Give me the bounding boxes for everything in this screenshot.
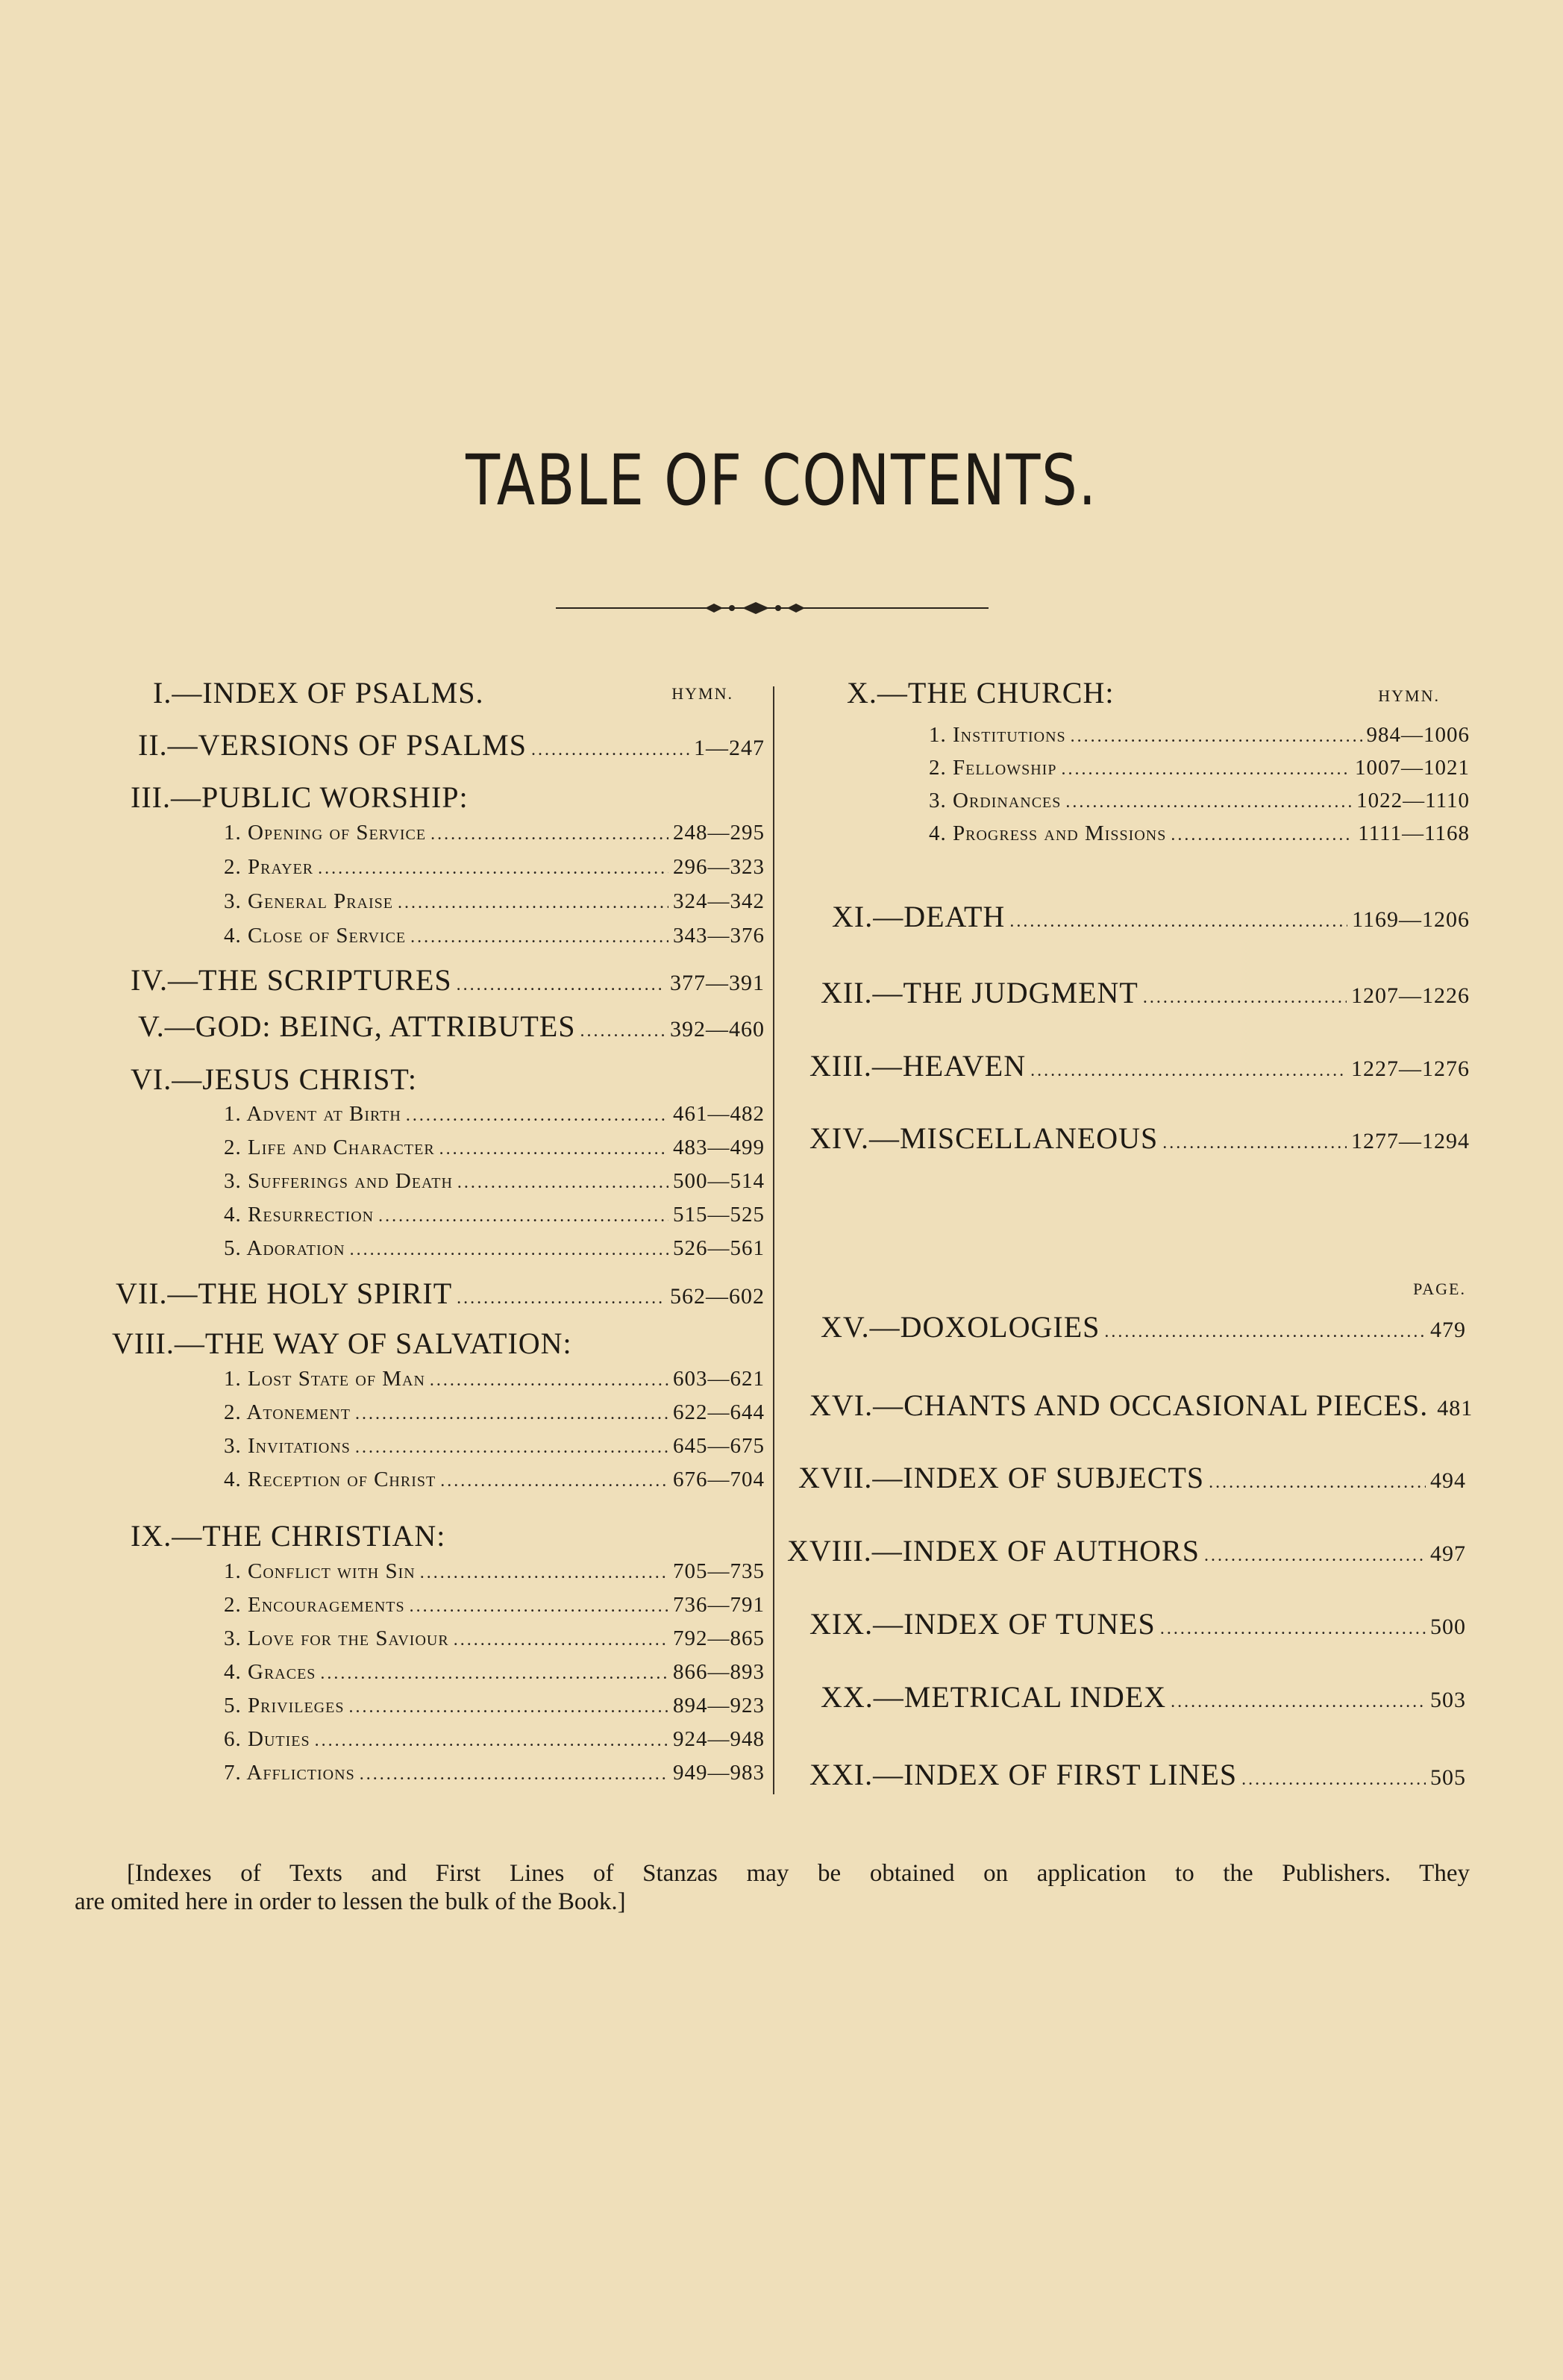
leader-dots <box>454 1630 668 1650</box>
hymn-range: 483—499 <box>673 1136 765 1159</box>
ornament-divider-icon <box>556 597 989 619</box>
hymn-range: 1022—1110 <box>1356 789 1470 812</box>
section-label: XI.—DEATH <box>832 900 1006 933</box>
section-label: XXI.—INDEX OF FIRST LINES <box>809 1758 1238 1791</box>
hymn-range: 1—247 <box>694 736 765 760</box>
hymn-column-header: HYMN. <box>671 684 733 703</box>
leader-dots <box>406 1106 668 1126</box>
leader-dots <box>410 927 668 948</box>
leader-dots <box>378 1206 668 1227</box>
hymn-range: 526—561 <box>673 1236 765 1260</box>
section-the-christian <box>131 1518 445 1553</box>
hymn-range: 924—948 <box>673 1727 765 1751</box>
page-title: TABLE OF CONTENTS. <box>466 440 1097 522</box>
section-label: XIV.—MISCELLANEOUS <box>809 1121 1159 1155</box>
item-label: 1. Advent at Birth <box>224 1102 401 1126</box>
item-label: 2. Fellowship <box>929 756 1057 780</box>
leader-dots <box>1204 1546 1426 1566</box>
hymn-range: 248—295 <box>673 821 765 845</box>
section-jesus-christ <box>131 1062 417 1097</box>
leader-dots <box>1171 825 1353 845</box>
section-the-church <box>847 675 1114 710</box>
item-label: 4. Reception of Christ <box>224 1468 436 1491</box>
section-index-of-subjects <box>798 1460 1466 1495</box>
column-divider <box>773 686 774 1794</box>
item-label: 2. Prayer <box>224 855 314 879</box>
leader-dots <box>1143 988 1347 1008</box>
page-number: 497 <box>1430 1541 1466 1566</box>
item-label: 3. Ordinances <box>929 789 1062 812</box>
leader-dots <box>457 1288 665 1309</box>
section-metrical-index <box>821 1679 1466 1714</box>
item-label: 1. Institutions <box>929 723 1066 747</box>
hymn-range: 949—983 <box>673 1761 765 1785</box>
leader-dots <box>1061 760 1350 780</box>
leader-dots <box>580 1021 665 1042</box>
section-label: XVII.—INDEX OF SUBJECTS <box>798 1461 1205 1494</box>
item-label: 4. Resurrection <box>224 1203 375 1227</box>
leader-dots <box>439 1139 668 1159</box>
section-index-of-authors <box>787 1533 1466 1568</box>
hymn-range: 392—460 <box>670 1017 765 1042</box>
leader-dots <box>1009 912 1347 932</box>
list-item <box>224 1761 765 1785</box>
page-number: 481 <box>1437 1396 1473 1421</box>
hymn-range: 603—621 <box>673 1367 765 1391</box>
section-label: XX.—METRICAL INDEX <box>821 1680 1167 1714</box>
page-number: 505 <box>1430 1765 1466 1790</box>
hymn-range: 461—482 <box>673 1102 765 1126</box>
page-number: 500 <box>1430 1615 1466 1639</box>
leader-dots <box>348 1697 668 1717</box>
section-heaven <box>809 1048 1470 1083</box>
list-item <box>224 1468 765 1492</box>
item-label: 3. Invitations <box>224 1434 351 1458</box>
section-way-of-salvation <box>112 1326 572 1361</box>
section-label: X.—THE CHURCH: <box>847 676 1115 710</box>
section-label: XVI.—CHANTS AND OCCASIONAL PIECES. <box>809 1388 1429 1422</box>
leader-dots <box>1071 727 1362 747</box>
section-label: I.—INDEX OF PSALMS. <box>153 676 484 710</box>
section-label: XVIII.—INDEX OF AUTHORS <box>787 1534 1200 1568</box>
leader-dots <box>355 1404 668 1424</box>
list-item <box>929 723 1470 748</box>
item-label: 6. Duties <box>224 1727 310 1751</box>
leader-dots <box>315 1731 668 1751</box>
leader-dots <box>355 1438 668 1458</box>
hymn-range: 1207—1226 <box>1351 983 1470 1008</box>
hymn-column-header: HYMN. <box>1378 686 1440 705</box>
section-label: XIX.—INDEX OF TUNES <box>809 1607 1156 1641</box>
footnote-line: are omited here in order to lessen the bulk of the Book.] <box>75 1888 626 1915</box>
section-label: V.—GOD: BEING, ATTRIBUTES <box>138 1009 576 1043</box>
leader-dots <box>1241 1770 1426 1790</box>
item-label: 1. Conflict with Sin <box>224 1559 416 1583</box>
section-doxologies <box>821 1309 1466 1344</box>
item-label: 3. Love for the Saviour <box>224 1626 449 1650</box>
hymn-range: 296—323 <box>673 855 765 879</box>
item-label: 2. Atonement <box>224 1400 351 1424</box>
leader-dots <box>1065 792 1352 812</box>
list-item <box>224 924 765 948</box>
list-item <box>224 821 765 845</box>
hymn-range: 324—342 <box>673 889 765 913</box>
section-label: VI.—JESUS CHRIST: <box>131 1062 417 1096</box>
hymn-range: 343—376 <box>673 924 765 948</box>
item-label: 4. Close of Service <box>224 924 407 948</box>
item-label: 5. Adoration <box>224 1236 345 1260</box>
list-item <box>224 1727 765 1752</box>
leader-dots <box>457 1173 668 1193</box>
leader-dots <box>1160 1619 1426 1639</box>
section-the-holy-spirit <box>116 1276 765 1311</box>
leader-dots <box>398 893 668 913</box>
hymn-range: 1227—1276 <box>1351 1056 1470 1081</box>
hymn-range: 500—514 <box>673 1169 765 1193</box>
list-item <box>224 855 765 880</box>
item-label: 5. Privileges <box>224 1694 345 1717</box>
page-column-header: PAGE. <box>1413 1280 1466 1298</box>
hymn-range: 515—525 <box>673 1203 765 1227</box>
leader-dots <box>1171 1692 1426 1712</box>
section-label: III.—PUBLIC WORSHIP: <box>131 780 469 814</box>
hymn-range: 792—865 <box>673 1626 765 1650</box>
list-item <box>929 821 1470 846</box>
section-index-of-psalms <box>153 675 484 710</box>
item-label: 3. General Praise <box>224 889 393 913</box>
list-item <box>929 789 1470 813</box>
list-item <box>929 756 1470 780</box>
section-miscellaneous <box>809 1121 1470 1156</box>
leader-dots <box>360 1764 668 1785</box>
leader-dots <box>430 1371 668 1391</box>
list-item <box>224 889 765 914</box>
section-index-of-first-lines <box>809 1757 1466 1792</box>
section-label: IX.—THE CHRISTIAN: <box>131 1519 446 1553</box>
list-item <box>224 1367 765 1391</box>
footnote <box>75 1859 1470 1916</box>
list-item <box>224 1593 765 1618</box>
section-label: VIII.—THE WAY OF SALVATION: <box>112 1327 572 1360</box>
footnote-line: [Indexes of Texts and First Lines of Stanzas may be obtained on application to the Publishers. They <box>127 1860 1470 1887</box>
item-label: 7. Afflictions <box>224 1761 355 1785</box>
list-item <box>224 1694 765 1718</box>
section-god-being-attributes <box>138 1009 765 1044</box>
leader-dots <box>318 859 668 879</box>
list-item <box>224 1102 765 1127</box>
list-item <box>224 1203 765 1227</box>
page-number: 479 <box>1430 1318 1466 1342</box>
hymn-range: 622—644 <box>673 1400 765 1424</box>
leader-dots <box>457 975 665 995</box>
hymn-range: 866—893 <box>673 1660 765 1684</box>
item-label: 1. Lost State of Man <box>224 1367 425 1391</box>
list-item <box>224 1660 765 1685</box>
section-label: XIII.—HEAVEN <box>809 1049 1027 1083</box>
leader-dots <box>410 1597 668 1617</box>
leader-dots <box>1162 1133 1347 1153</box>
hymn-range: 736—791 <box>673 1593 765 1617</box>
list-item <box>224 1136 765 1160</box>
section-versions-of-psalms <box>138 727 765 762</box>
hymn-range: 1277—1294 <box>1351 1129 1470 1153</box>
list-item <box>224 1236 765 1261</box>
item-label: 3. Sufferings and Death <box>224 1169 453 1193</box>
section-death <box>832 899 1470 934</box>
hymn-range: 1169—1206 <box>1352 907 1470 932</box>
leader-dots <box>1209 1473 1426 1493</box>
leader-dots <box>420 1563 668 1583</box>
list-item <box>224 1626 765 1651</box>
hymn-range: 984—1006 <box>1366 723 1470 747</box>
section-label: XII.—THE JUDGMENT <box>821 976 1138 1009</box>
item-label: 4. Progress and Missions <box>929 821 1167 845</box>
list-item <box>224 1434 765 1459</box>
hymn-range: 1111—1168 <box>1358 821 1470 845</box>
hymn-range: 1007—1021 <box>1355 756 1470 780</box>
item-label: 1. Opening of Service <box>224 821 427 845</box>
hymn-range: 377—391 <box>670 971 765 995</box>
leader-dots <box>1104 1322 1426 1342</box>
leader-dots <box>531 740 689 760</box>
item-label: 2. Life and Character <box>224 1136 435 1159</box>
leader-dots <box>440 1471 668 1491</box>
section-index-of-tunes <box>809 1606 1466 1641</box>
hymn-range: 705—735 <box>673 1559 765 1583</box>
page-number: 503 <box>1430 1688 1466 1712</box>
page-number: 494 <box>1430 1468 1466 1493</box>
hymn-range: 562—602 <box>670 1284 765 1309</box>
item-label: 4. Graces <box>224 1660 316 1684</box>
list-item <box>224 1559 765 1584</box>
section-public-worship <box>131 780 469 815</box>
leader-dots <box>1030 1061 1347 1081</box>
item-label: 2. Encouragements <box>224 1593 405 1617</box>
section-label: II.—VERSIONS OF PSALMS <box>138 728 527 762</box>
section-label: IV.—THE SCRIPTURES <box>131 963 452 997</box>
hymn-range: 894—923 <box>673 1694 765 1717</box>
list-item <box>224 1400 765 1425</box>
leader-dots <box>350 1240 668 1260</box>
section-label: XV.—DOXOLOGIES <box>821 1310 1100 1344</box>
leader-dots <box>320 1664 668 1684</box>
section-the-scriptures <box>131 962 765 998</box>
leader-dots <box>430 824 668 845</box>
hymn-range: 676—704 <box>673 1468 765 1491</box>
section-label: VII.—THE HOLY SPIRIT <box>116 1277 453 1310</box>
hymn-range: 645—675 <box>673 1434 765 1458</box>
list-item <box>224 1169 765 1194</box>
section-chants-occasional-pieces <box>809 1388 1473 1423</box>
section-the-judgment <box>821 975 1470 1010</box>
